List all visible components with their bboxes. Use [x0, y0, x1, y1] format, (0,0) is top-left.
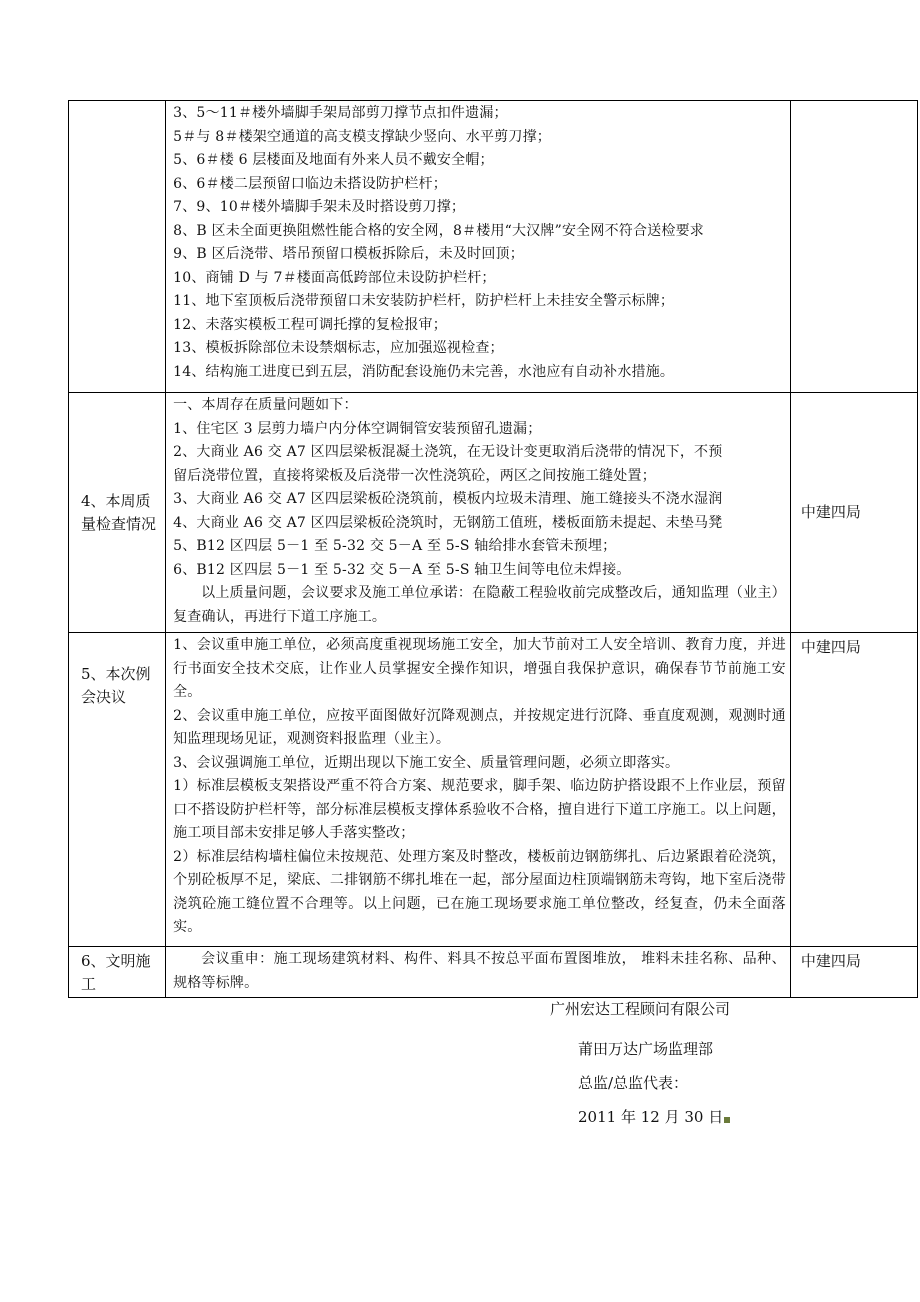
chief-supervisor-label: 总监/总监代表： [578, 1074, 689, 1092]
resolution-item: 2）标准层结构墙柱偏位未按规范、处理方案及时整改，楼板前边钢筋绑扎、后边紧跟着砼浇筑，个别砼板厚不足，梁底、二排钢筋不绑扎堆在一起，部分屋面边柱顶端钢筋未弯钩，地下室后浇带浇筑砼施工缝位置不合理等。以上问题，已在施工现场要求施工单位整改，经复查，仍未全面落实。 [173, 848, 786, 935]
resolution-cell [166, 633, 791, 947]
list-item: 12、未落实模板工程可调托撑的复检报审； [173, 316, 447, 333]
signature-date-line [578, 1106, 730, 1128]
list-item: 4、大商业 A6 交 A7 区四层梁板砼浇筑时，无钢筋工值班，楼板面筋未提起、未垫马凳 [173, 514, 723, 531]
department-name: 莆田万达广场监理部 [578, 1040, 714, 1058]
quality-closing-paragraph: 以上质量问题，会议要求及施工单位承诺：在隐蔽工程验收前完成整改后，通知监理（业主）复查确认，再进行下道工序施工。 [173, 585, 786, 625]
responsible-unit [790, 101, 917, 393]
list-item: 5＃与 8＃楼架空通道的高支模支撑缺少竖向、水平剪刀撑； [173, 128, 551, 145]
civilized-construction-cell [166, 947, 791, 998]
list-item: 一、本周存在质量问题如下： [173, 397, 358, 413]
row-label-civilized-construction: 6、文明施工 [69, 947, 166, 998]
list-item: 10、商铺 D 与 7＃楼面高低跨部位未设防护栏杆； [173, 269, 496, 286]
responsible-unit: 中建四局 [790, 393, 917, 633]
signature-date: 2011 年 12 月 30 日 [578, 1108, 724, 1126]
resolution-item: 1）标准层模板支架搭设严重不符合方案、规范要求，脚手架、临边防护搭设跟不上作业层，预留口不搭设防护栏杆等，部分标准层模板支撑体系验收不合格，擅自进行下道工序施工。以上问题，施工项目部未安排足够人手落实整改； [173, 778, 786, 841]
safety-issues-cell [166, 101, 791, 393]
responsible-unit: 中建四局 [790, 947, 917, 998]
list-item: 14、结构施工进度已到五层，消防配套设施仍未完善，水池应有自动补水措施。 [173, 363, 675, 380]
list-item: 2、大商业 A6 交 A7 区四层梁板混凝土浇筑，在无设计变更取消后浇带的情况下，不预 [173, 444, 723, 460]
table-row-meeting-resolution [69, 633, 918, 947]
list-item: 3、大商业 A6 交 A7 区四层梁板砼浇筑前，模板内垃圾未清理、施工缝接头不浇水湿润 [173, 491, 723, 507]
list-item: 6、B12 区四层 5－1 至 5-32 交 5－A 至 5-S 轴卫生间等电位未焊接。 [173, 561, 631, 578]
resolution-item: 3、会议强调施工单位，近期出现以下施工安全、质量管理问题，必须立即落实。 [173, 754, 680, 771]
resolution-item: 2、会议重申施工单位，应按平面图做好沉降观测点，并按规定进行沉降、垂直度观测，观测时通知监理现场见证，观测资料报监理（业主）。 [173, 707, 786, 747]
table-row-civilized-construction [69, 947, 918, 998]
quality-issues-cell [166, 393, 791, 633]
list-item: 8、B 区未全面更换阻燃性能合格的安全网，8＃楼用“大汉牌”安全网不符合送检要求 [173, 222, 704, 239]
list-item: 留后浇带位置，直接将梁板及后浇带一次性浇筑砼，两区之间按施工缝处置； [173, 467, 656, 484]
row-label [69, 101, 166, 393]
list-item: 1、住宅区 3 层剪力墙户内分体空调铜管安装预留孔遗漏； [173, 420, 542, 437]
meeting-minutes-table [68, 100, 918, 998]
responsible-unit: 中建四局 [790, 633, 917, 947]
list-item: 13、模板拆除部位未设禁烟标志，应加强巡视检查； [173, 340, 504, 356]
civilized-construction-text: 会议重申：施工现场建筑材料、构件、料具不按总平面布置图堆放， 堆料未挂名称、品种、规格等标牌。 [173, 951, 786, 991]
resolution-item: 1、会议重申施工单位，必须高度重视现场施工安全，加大节前对工人安全培训、教育力度，并进行书面安全技术交底，让作业人员掌握安全操作知识，增强自我保护意识，确保春节节前施工安全。 [173, 637, 786, 700]
list-item: 9、B 区后浇带、塔吊预留口模板拆除后，未及时回顶； [173, 246, 524, 262]
row-label-quality-check: 4、本周质量检查情况 [69, 393, 166, 633]
company-name: 广州宏达工程顾问有限公司 [550, 1000, 731, 1018]
list-item: 5、6＃楼 6 层楼面及地面有外来人员不戴安全帽； [173, 152, 494, 168]
paragraph-mark-icon [724, 1117, 730, 1123]
list-item: 7、9、10＃楼外墙脚手架未及时搭设剪刀撑； [173, 199, 466, 215]
table-row-quality-check [69, 393, 918, 633]
list-item: 5、B12 区四层 5－1 至 5-32 交 5－A 至 5-S 轴给排水套管未预埋； [173, 538, 617, 554]
list-item: 11、地下室顶板后浇带预留口未安装防护栏杆，防护栏杆上未挂安全警示标牌； [173, 293, 675, 309]
row-label-meeting-resolution: 5、本次例会决议 [69, 633, 166, 947]
list-item: 3、5～11＃楼外墙脚手架局部剪刀撑节点扣件遗漏； [173, 105, 508, 121]
table-row-safety-continued [69, 101, 918, 393]
list-item: 6、6＃楼二层预留口临边未搭设防护栏杆； [173, 175, 447, 192]
